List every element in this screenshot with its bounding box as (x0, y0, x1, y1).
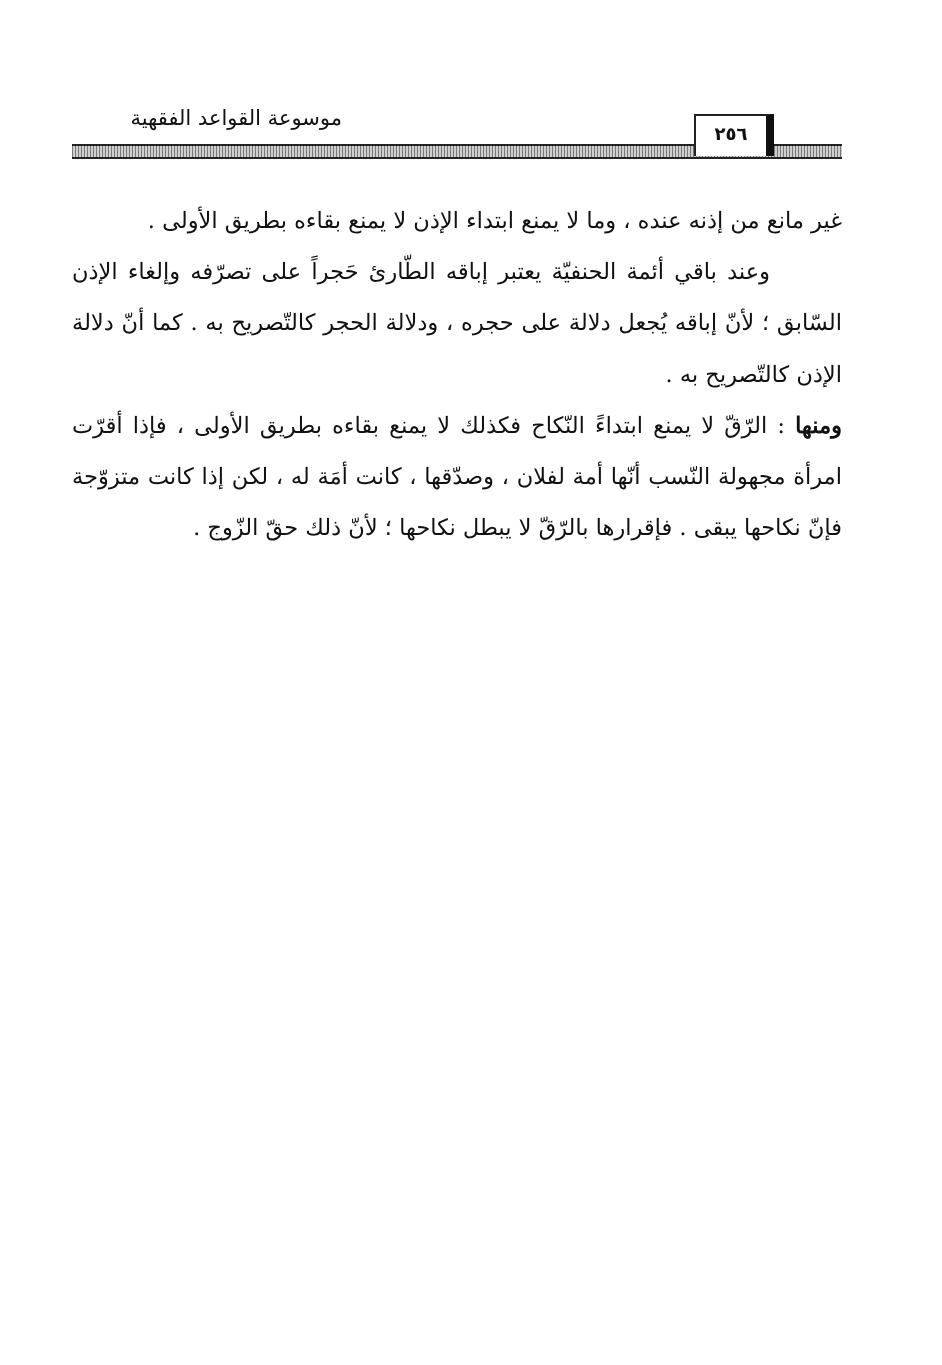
paragraph-3-text: : الرّقّ لا يمنع ابتداءً النّكاح فكذلك لا يمنع بقاءه بطريق الأولى ، فإذا أقرّت امرأة مجهولة النّسب أنّها أمة لفلان ، وصدّقها ، كانت أمَة له ، لكن إذا كانت متزوّجة فإنّ نكاحها يبقى . فإقرارها بالرّقّ لا يبطل نكاحها ؛ لأنّ ذلك حقّ الزّوج . (72, 412, 842, 542)
paragraph-1: غير مانع من إذنه عنده ، وما لا يمنع ابتداء الإذن لا يمنع بقاءه بطريق الأولى . (147, 208, 842, 234)
page-header (72, 100, 842, 162)
paragraph-2: وعند باقي أئمة الحنفيّة يعتبر إباقه الطّارئ حَجراً على تصرّفه وإلغاء الإذن السّابق ؛ لأنّ إباقه يُجعل دلالة على حجره ، ودلالة الحجر كالتّصريح به . كما أنّ دلالة الإذن كالتّصريح به . (72, 259, 842, 388)
page-number: ٢٥٦ (694, 114, 774, 156)
page-text (72, 196, 842, 554)
book-title: موسوعة القواعد الفقهية (130, 106, 342, 130)
paragraph-3-lead: ومنها (795, 412, 842, 439)
paragraph-3 (72, 401, 842, 555)
